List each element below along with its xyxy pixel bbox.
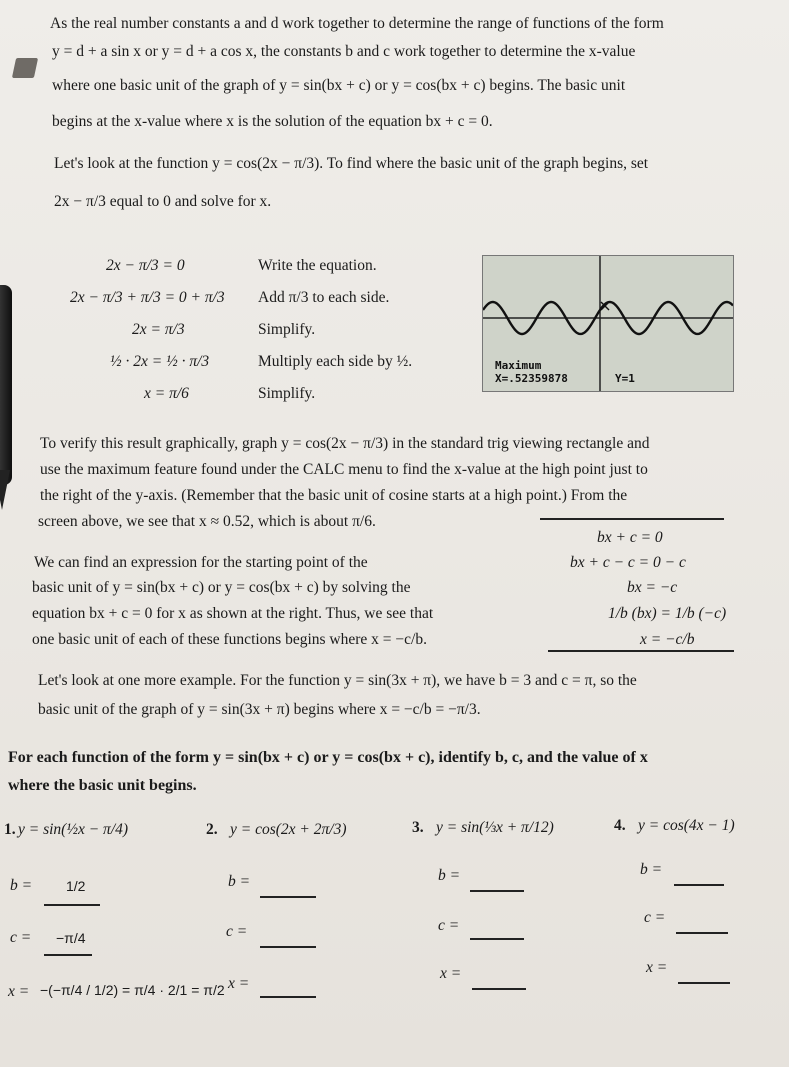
problem-2-x-blank: [260, 996, 316, 998]
pen-tip: [0, 470, 10, 510]
problem-1-c-answer[interactable]: −π/4: [56, 930, 86, 946]
intro-line-3: where one basic unit of the graph of y = sin(bx + c) or y = cos(bx + c) begins. The basic unit: [52, 77, 626, 94]
example1-line-1: Let's look at the function y = cos(2x − π/3). To find where the basic unit of the graph begins, set: [54, 155, 649, 172]
general-line-4: one basic unit of each of these functions begins where x = −c/b.: [32, 631, 427, 648]
problem-2-number: 2.: [206, 821, 218, 838]
problem-1-x-label: x =: [8, 983, 30, 1000]
maximum-label: Maximum: [495, 359, 542, 372]
derivation-line-3: bx = −c: [627, 579, 678, 596]
problem-2-c-label: c =: [226, 923, 248, 940]
problem-3-number: 3.: [412, 819, 424, 836]
problem-1-x-answer[interactable]: −(−π/4 / 1/2) = π/4 · 2/1 = π/2: [40, 982, 225, 998]
derivation-top-rule: [540, 518, 724, 520]
problem-2-b-blank: [260, 896, 316, 898]
problem-3-x-blank: [472, 988, 526, 990]
step-5-note: Simplify.: [258, 385, 316, 402]
general-line-1: We can find an expression for the starting point of the: [34, 554, 368, 571]
step-2-equation: 2x − π/3 + π/3 = 0 + π/3: [70, 289, 225, 306]
verify-line-4: screen above, we see that x ≈ 0.52, which is about π/6.: [38, 513, 376, 530]
problem-1-number: 1.: [4, 821, 16, 838]
derivation-bottom-rule: [548, 650, 734, 652]
problem-1-c-blank: [44, 954, 92, 956]
problem-4-c-blank: [676, 932, 728, 934]
problem-3-b-blank: [470, 890, 524, 892]
example2-line-1: Let's look at one more example. For the function y = sin(3x + π), we have b = 3 and c = π, so the: [38, 672, 637, 689]
problem-4-b-blank: [674, 884, 724, 886]
problem-4-x-blank: [678, 982, 730, 984]
problem-2-x-label: x =: [228, 975, 250, 992]
problem-1-b-answer[interactable]: 1/2: [66, 878, 86, 894]
step-4-equation: ½ · 2x = ½ · π/3: [110, 353, 210, 370]
problem-3-b-label: b =: [438, 867, 461, 884]
problem-4-b-label: b =: [640, 861, 663, 878]
problem-2-function: y = cos(2x + 2π/3): [230, 821, 347, 838]
step-1-note: Write the equation.: [258, 257, 377, 274]
intro-line-1: As the real number constants a and d work together to determine the range of functions of the form: [50, 15, 664, 32]
verify-line-1: To verify this result graphically, graph y = cos(2x − π/3) in the standard trig viewing rectangle and: [40, 435, 650, 452]
problem-4-x-label: x =: [646, 959, 668, 976]
problem-4-function: y = cos(4x − 1): [638, 817, 735, 834]
y-readout: Y=1: [615, 372, 635, 385]
problem-3-x-label: x =: [440, 965, 462, 982]
derivation-line-1: bx + c = 0: [597, 529, 663, 546]
problem-1-c-label: c =: [10, 929, 32, 946]
step-4-note: Multiply each side by ½.: [258, 353, 413, 370]
general-line-2: basic unit of y = sin(bx + c) or y = cos(bx + c) by solving the: [32, 579, 411, 596]
example1-line-2: 2x − π/3 equal to 0 and solve for x.: [54, 193, 272, 210]
intro-line-2: y = d + a sin x or y = d + a cos x, the constants b and c work together to determine the x-value: [52, 43, 636, 60]
pen-barrel: [0, 285, 12, 485]
derivation-line-4: 1/b (bx) = 1/b (−c): [608, 605, 727, 622]
general-line-3: equation bx + c = 0 for x as shown at the right. Thus, we see that: [32, 605, 434, 622]
intro-line-4: begins at the x-value where x is the solution of the equation bx + c = 0.: [52, 113, 493, 130]
derivation-line-5: x = −c/b: [640, 631, 695, 648]
verify-line-2: use the maximum feature found under the CALC menu to find the x-value at the high point just to: [40, 461, 648, 478]
x-readout: X=.52359878: [495, 372, 568, 385]
problem-1-function: y = sin(½x − π/4): [18, 821, 129, 838]
exercise-line-2: where the basic unit begins.: [8, 777, 197, 794]
derivation-line-2: bx + c − c = 0 − c: [570, 554, 686, 571]
problem-1-b-label: b =: [10, 877, 33, 894]
step-1-equation: 2x − π/3 = 0: [106, 257, 185, 274]
problem-4-number: 4.: [614, 817, 626, 834]
example2-line-2: basic unit of the graph of y = sin(3x + π) begins where x = −c/b = −π/3.: [38, 701, 481, 718]
step-2-note: Add π/3 to each side.: [258, 289, 390, 306]
step-3-equation: 2x = π/3: [132, 321, 185, 338]
step-3-note: Simplify.: [258, 321, 316, 338]
publisher-logo: [12, 58, 38, 78]
problem-3-function: y = sin(⅓x + π/12): [436, 819, 554, 836]
problem-2-b-label: b =: [228, 873, 251, 890]
exercise-line-1: For each function of the form y = sin(bx + c) or y = cos(bx + c), identify b, c, and the value of x: [8, 749, 648, 766]
problem-3-c-label: c =: [438, 917, 460, 934]
calculator-screen: [482, 255, 734, 392]
problem-3-c-blank: [470, 938, 524, 940]
verify-line-3: the right of the y-axis. (Remember that the basic unit of cosine starts at a high point.) From the: [40, 487, 628, 504]
step-5-equation: x = π/6: [144, 385, 189, 402]
problem-4-c-label: c =: [644, 909, 666, 926]
problem-2-c-blank: [260, 946, 316, 948]
problem-1-b-blank: [44, 904, 100, 906]
